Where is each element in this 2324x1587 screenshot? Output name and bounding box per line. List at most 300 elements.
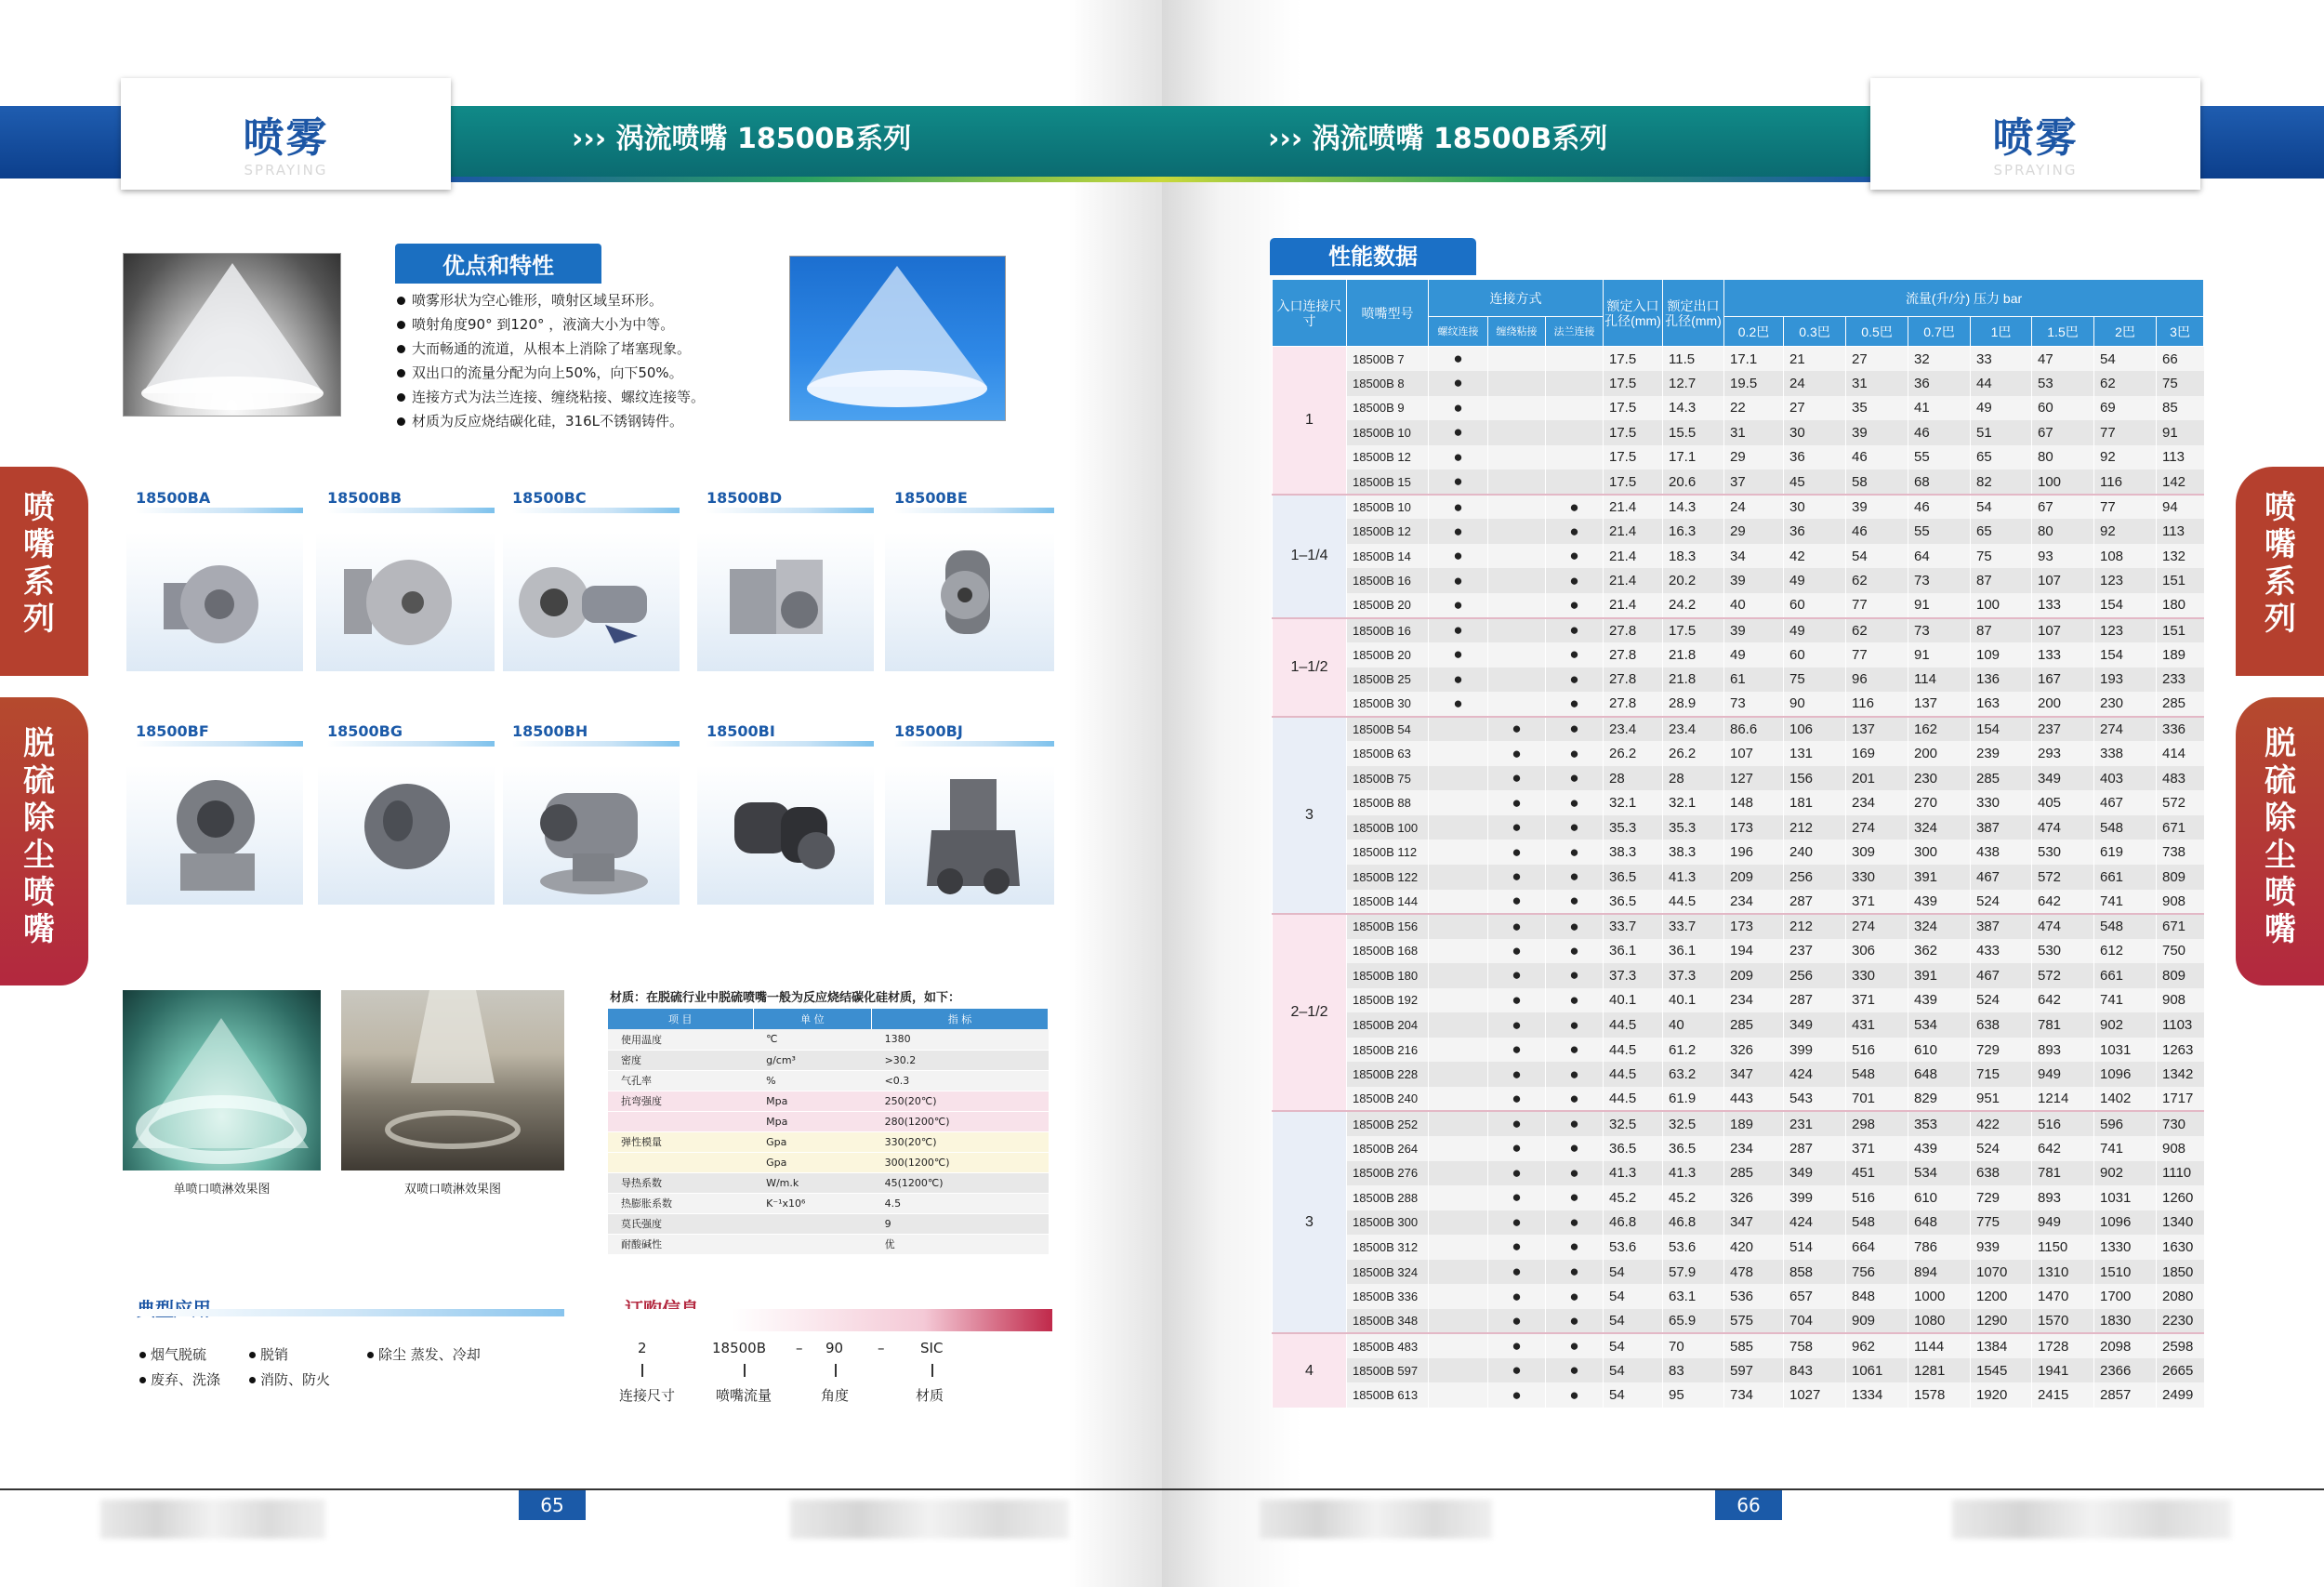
nozzle-icon	[318, 765, 495, 905]
flow-cell: 34	[1724, 544, 1784, 569]
col-flange: 法兰连接	[1546, 317, 1604, 347]
connection-dot-cell	[1429, 1111, 1488, 1136]
connection-dot-cell	[1429, 1382, 1488, 1408]
performance-row	[1273, 420, 2204, 445]
flow-cell: 116	[1846, 692, 1908, 717]
spray-effect-graphic	[123, 990, 321, 1170]
inlet-size-cell: 1	[1273, 347, 1347, 495]
flow-cell: 91	[1908, 642, 1971, 668]
flow-cell: 162	[1908, 717, 1971, 742]
flow-cell: 109	[1971, 642, 2032, 668]
side-tab-series[interactable]	[0, 467, 88, 676]
flow-cell: 94	[2157, 495, 2204, 520]
performance-row	[1273, 1284, 2204, 1309]
flow-cell: 58	[1846, 469, 1908, 495]
diameter-cell: 23.4	[1663, 717, 1724, 742]
connection-dot-cell	[1429, 914, 1488, 939]
flow-cell: 231	[1784, 1111, 1846, 1136]
col-pressure: 3巴	[2157, 317, 2204, 347]
diameter-cell: 21.4	[1604, 544, 1663, 569]
side-tab-desulfurization[interactable]	[2236, 697, 2324, 985]
flow-cell: 137	[1846, 717, 1908, 742]
flow-cell: 671	[2157, 914, 2204, 939]
flow-cell: 1310	[2032, 1260, 2094, 1285]
flow-cell: 1061	[1846, 1358, 1908, 1383]
logo-title: 喷雾	[243, 114, 329, 162]
diameter-cell: 32.5	[1604, 1111, 1663, 1136]
performance-row	[1273, 890, 2204, 915]
flow-cell: 21	[1784, 347, 1846, 372]
flow-cell: 39	[1724, 568, 1784, 593]
flow-cell: 132	[2157, 544, 2204, 569]
flow-cell: 49	[1971, 396, 2032, 421]
side-tab-desulfurization-label: 脱硫除尘喷嘴	[23, 725, 55, 948]
flow-cell: 46	[1846, 519, 1908, 544]
col-model: 喷嘴型号	[1347, 280, 1429, 347]
order-rule	[625, 1309, 1052, 1331]
application-item	[139, 1344, 206, 1364]
diameter-cell: 45.2	[1663, 1185, 1724, 1210]
connection-dot-cell: ●	[1488, 1358, 1546, 1383]
diameter-cell: 44.5	[1604, 1012, 1663, 1038]
flow-cell: 68	[1908, 469, 1971, 495]
flow-cell: 93	[2032, 544, 2094, 569]
performance-row	[1273, 445, 2204, 470]
diameter-cell: 27.8	[1604, 692, 1663, 717]
spray-photo-left	[123, 253, 341, 417]
flow-cell: 196	[1724, 840, 1784, 865]
connection-dot-cell: ●	[1488, 766, 1546, 791]
flow-cell: 893	[2032, 1185, 2094, 1210]
flow-cell: 612	[2094, 939, 2157, 964]
model-cell: 18500B 10	[1347, 420, 1429, 445]
flow-cell: 80	[2032, 445, 2094, 470]
flow-cell: 90	[1784, 692, 1846, 717]
spray-photo-right	[789, 256, 1006, 421]
performance-row	[1273, 1309, 2204, 1334]
connection-dot-cell	[1488, 396, 1546, 421]
flow-cell: 829	[1908, 1087, 1971, 1112]
model-cell: 18500B 9	[1347, 396, 1429, 421]
mat-cell: W/m.k	[753, 1172, 872, 1193]
flow-cell: 181	[1784, 790, 1846, 815]
flow-cell: 704	[1784, 1309, 1846, 1334]
logo-subtitle: SPRAYING	[244, 162, 328, 179]
product-card-bh[interactable]	[512, 722, 680, 905]
flow-cell: 661	[2094, 963, 2157, 988]
nozzle-icon	[126, 765, 303, 905]
flow-cell: 123	[2094, 618, 2157, 643]
flow-cell: 62	[2094, 371, 2157, 396]
diameter-cell: 28	[1604, 766, 1663, 791]
connection-dot-cell: ●	[1488, 963, 1546, 988]
flow-cell: 46	[1908, 420, 1971, 445]
connection-dot-cell: ●	[1429, 568, 1488, 593]
flow-cell: 49	[1784, 568, 1846, 593]
performance-row	[1273, 544, 2204, 569]
flow-cell: 201	[1846, 766, 1908, 791]
flow-cell: 2415	[2032, 1382, 2094, 1408]
page-number: 66	[1715, 1490, 1782, 1520]
flow-cell: 439	[1908, 988, 1971, 1013]
flow-cell: 534	[1908, 1161, 1971, 1186]
flow-cell: 55	[1908, 445, 1971, 470]
diameter-cell: 44.5	[1604, 1038, 1663, 1063]
flow-cell: 148	[1724, 790, 1784, 815]
model-cell: 18500B 10	[1347, 495, 1429, 520]
diameter-cell: 21.4	[1604, 568, 1663, 593]
model-cell: 18500B 20	[1347, 593, 1429, 618]
flow-cell: 585	[1724, 1333, 1784, 1358]
connection-dot-cell: ●	[1546, 963, 1604, 988]
flow-cell: 387	[1971, 914, 2032, 939]
flow-cell: 642	[2032, 988, 2094, 1013]
flow-cell: 939	[1971, 1235, 2032, 1260]
connection-dot-cell: ●	[1546, 865, 1604, 890]
connection-dot-cell	[1429, 1038, 1488, 1063]
performance-row	[1273, 988, 2204, 1013]
diameter-cell: 16.3	[1663, 519, 1724, 544]
flow-cell: 167	[2032, 668, 2094, 693]
flow-cell: 596	[2094, 1111, 2157, 1136]
connection-dot-cell: ●	[1546, 519, 1604, 544]
connection-dot-cell	[1488, 420, 1546, 445]
order-code: 2	[638, 1340, 647, 1356]
inlet-size-cell: 3	[1273, 717, 1347, 914]
diameter-cell: 27.8	[1604, 642, 1663, 668]
connection-dot-cell	[1429, 890, 1488, 915]
diameter-cell: 83	[1663, 1358, 1724, 1383]
flow-cell: 548	[1846, 1062, 1908, 1087]
model-cell: 18500B 12	[1347, 445, 1429, 470]
col-wrap: 缠绕粘接	[1488, 317, 1546, 347]
connection-dot-cell: ●	[1488, 865, 1546, 890]
flow-cell: 324	[1908, 815, 1971, 840]
connection-dot-cell: ●	[1488, 1210, 1546, 1236]
connection-dot-cell: ●	[1546, 717, 1604, 742]
product-card-bd[interactable]	[706, 489, 874, 671]
mat-cell: 抗弯强度	[608, 1091, 753, 1111]
flow-cell: 962	[1846, 1333, 1908, 1358]
flow-cell: 60	[1784, 593, 1846, 618]
performance-row	[1273, 1062, 2204, 1087]
flow-cell: 597	[1724, 1358, 1784, 1383]
connection-dot-cell: ●	[1429, 618, 1488, 643]
mat-cell: 耐酸碱性	[608, 1234, 753, 1254]
flow-cell: 2499	[2157, 1382, 2204, 1408]
flow-cell: 127	[1724, 766, 1784, 791]
mat-cell: K⁻¹x10⁶	[753, 1193, 872, 1213]
connection-dot-cell: ●	[1429, 593, 1488, 618]
flow-cell: 73	[1908, 618, 1971, 643]
model-cell: 18500B 336	[1347, 1284, 1429, 1309]
connection-dot-cell	[1429, 1309, 1488, 1334]
mat-cell: >30.2	[872, 1050, 1049, 1070]
connection-dot-cell: ●	[1488, 815, 1546, 840]
flow-cell: 49	[1724, 642, 1784, 668]
flow-cell: 894	[1908, 1260, 1971, 1285]
col-pressure: 0.7巴	[1908, 317, 1971, 347]
flow-cell: 64	[1908, 544, 1971, 569]
side-tab-series[interactable]	[2236, 467, 2324, 676]
connection-dot-cell	[1488, 371, 1546, 396]
connection-dot-cell	[1488, 519, 1546, 544]
diameter-cell: 17.5	[1604, 420, 1663, 445]
mat-cell: g/cm³	[753, 1050, 872, 1070]
nozzle-icon	[697, 765, 874, 905]
diameter-cell: 33.7	[1604, 914, 1663, 939]
mat-cell	[608, 1111, 753, 1131]
flow-cell: 47	[2032, 347, 2094, 372]
diameter-cell: 11.5	[1663, 347, 1724, 372]
product-card-be[interactable]	[894, 489, 1054, 671]
product-card-bf[interactable]	[136, 722, 303, 905]
flow-cell: 256	[1784, 865, 1846, 890]
connection-dot-cell: ●	[1546, 1382, 1604, 1408]
product-card-ba[interactable]	[136, 489, 303, 671]
application-text: 烟气脱硫	[151, 1346, 207, 1363]
connection-dot-cell: ●	[1429, 445, 1488, 470]
order-tick	[641, 1364, 643, 1377]
footer-blurred-text	[100, 1500, 325, 1539]
diameter-cell: 36.1	[1604, 939, 1663, 964]
model-cell: 18500B 8	[1347, 371, 1429, 396]
flow-cell: 1578	[1908, 1382, 1971, 1408]
diameter-cell: 12.7	[1663, 371, 1724, 396]
flow-cell: 330	[1846, 865, 1908, 890]
flow-cell: 36	[1784, 519, 1846, 544]
diameter-cell: 33.7	[1663, 914, 1724, 939]
flow-cell: 133	[2032, 593, 2094, 618]
performance-row	[1273, 469, 2204, 495]
flow-cell: 194	[1724, 939, 1784, 964]
diameter-cell: 44.5	[1604, 1087, 1663, 1112]
model-cell: 18500B 156	[1347, 914, 1429, 939]
performance-row	[1273, 840, 2204, 865]
connection-dot-cell: ●	[1546, 544, 1604, 569]
flow-cell: 399	[1784, 1038, 1846, 1063]
connection-dot-cell: ●	[1546, 840, 1604, 865]
connection-dot-cell	[1546, 445, 1604, 470]
flow-cell: 39	[1846, 495, 1908, 520]
flow-cell: 530	[2032, 939, 2094, 964]
model-cell: 18500B 16	[1347, 618, 1429, 643]
diameter-cell: 32.1	[1604, 790, 1663, 815]
diameter-cell: 54	[1604, 1358, 1663, 1383]
flow-cell: 1384	[1971, 1333, 2032, 1358]
material-table	[608, 1009, 1049, 1255]
model-cell: 18500B 144	[1347, 890, 1429, 915]
mat-cell: Mpa	[753, 1091, 872, 1111]
inlet-size-cell: 2–1/2	[1273, 914, 1347, 1111]
flow-cell: 300	[1908, 840, 1971, 865]
flow-cell: 738	[2157, 840, 2204, 865]
flow-cell: 234	[1724, 890, 1784, 915]
connection-dot-cell: ●	[1546, 1136, 1604, 1161]
header-title: ››› 涡流喷嘴 18500B系列	[1268, 123, 1608, 155]
flow-cell: 474	[2032, 914, 2094, 939]
side-tab-desulfurization[interactable]	[0, 697, 88, 985]
connection-dot-cell	[1429, 815, 1488, 840]
product-label: 18500BH	[512, 722, 680, 745]
flow-cell: 391	[1908, 865, 1971, 890]
flow-cell: 467	[1971, 963, 2032, 988]
connection-dot-cell: ●	[1546, 1012, 1604, 1038]
flow-cell: 107	[2032, 568, 2094, 593]
flow-cell: 92	[2094, 445, 2157, 470]
product-card-bc[interactable]	[512, 489, 680, 671]
flow-cell: 548	[2094, 815, 2157, 840]
spray-cone-graphic-blue	[790, 257, 1006, 421]
diameter-cell: 54	[1604, 1333, 1663, 1358]
nozzle-icon	[126, 532, 303, 671]
footer-blurred-text	[1952, 1500, 2231, 1539]
flow-cell: 657	[1784, 1284, 1846, 1309]
flow-cell: 96	[1846, 668, 1908, 693]
performance-row	[1273, 766, 2204, 791]
model-cell: 18500B 88	[1347, 790, 1429, 815]
performance-title: 性能数据	[1270, 238, 1476, 275]
flow-cell: 80	[2032, 519, 2094, 544]
diameter-cell: 36.5	[1663, 1136, 1724, 1161]
flow-cell: 114	[1908, 668, 1971, 693]
flow-cell: 22	[1724, 396, 1784, 421]
flow-cell: 240	[1784, 840, 1846, 865]
flow-cell: 75	[1784, 668, 1846, 693]
flow-cell: 619	[2094, 840, 2157, 865]
diameter-cell: 54	[1604, 1260, 1663, 1285]
connection-dot-cell	[1429, 939, 1488, 964]
col-pressure: 1.5巴	[2032, 317, 2094, 347]
flow-cell: 41	[1908, 396, 1971, 421]
flow-cell: 431	[1846, 1012, 1908, 1038]
connection-dot-cell: ●	[1488, 1309, 1546, 1334]
diameter-cell: 17.5	[1663, 618, 1724, 643]
flow-cell: 87	[1971, 618, 2032, 643]
application-text: 脱销	[260, 1346, 289, 1363]
flow-cell: 230	[1908, 766, 1971, 791]
flow-cell: 1031	[2094, 1038, 2157, 1063]
flow-cell: 661	[2094, 865, 2157, 890]
double-spray-caption: 双喷口喷淋效果图	[403, 1183, 501, 1197]
diameter-cell: 57.9	[1663, 1260, 1724, 1285]
connection-dot-cell: ●	[1546, 1235, 1604, 1260]
connection-dot-cell: ●	[1488, 1260, 1546, 1285]
flow-cell: 572	[2157, 790, 2204, 815]
application-text: 废弃、洗涤	[151, 1371, 221, 1388]
flow-cell: 287	[1784, 1136, 1846, 1161]
diameter-cell: 17.5	[1604, 445, 1663, 470]
flow-cell: 478	[1724, 1260, 1784, 1285]
flow-cell: 1334	[1846, 1382, 1908, 1408]
diameter-cell: 63.2	[1663, 1062, 1724, 1087]
flow-cell: 60	[1784, 642, 1846, 668]
diameter-cell: 37.3	[1663, 963, 1724, 988]
product-label: 18500BA	[136, 489, 303, 511]
connection-dot-cell: ●	[1429, 519, 1488, 544]
diameter-cell: 21.8	[1663, 642, 1724, 668]
product-card-bi[interactable]	[706, 722, 874, 905]
mat-header: 指 标	[872, 1009, 1049, 1029]
feature-item: 喷射角度90° 到120° ，液滴大小为中等。	[395, 312, 705, 337]
product-card-bg[interactable]	[327, 722, 495, 905]
mat-cell: 9	[872, 1213, 1049, 1234]
diameter-cell: 38.3	[1604, 840, 1663, 865]
model-cell: 18500B 597	[1347, 1358, 1429, 1383]
logo-box	[121, 78, 451, 190]
flow-cell: 1260	[2157, 1185, 2204, 1210]
flow-cell: 734	[1724, 1382, 1784, 1408]
flow-cell: 287	[1784, 988, 1846, 1013]
flow-cell: 39	[1724, 618, 1784, 643]
flow-cell: 73	[1724, 692, 1784, 717]
product-label: 18500BC	[512, 489, 680, 511]
model-cell: 18500B 12	[1347, 519, 1429, 544]
model-cell: 18500B 7	[1347, 347, 1429, 372]
flow-cell: 65	[1971, 519, 2032, 544]
flow-cell: 572	[2032, 963, 2094, 988]
nozzle-icon	[316, 532, 493, 671]
connection-dot-cell	[1546, 347, 1604, 372]
flow-cell: 212	[1784, 815, 1846, 840]
inlet-size-cell: 1–1/4	[1273, 495, 1347, 618]
mat-cell: 1380	[872, 1029, 1049, 1050]
diameter-cell: 63.1	[1663, 1284, 1724, 1309]
flow-cell: 371	[1846, 1136, 1908, 1161]
diameter-cell: 26.2	[1604, 741, 1663, 766]
flow-cell: 353	[1908, 1111, 1971, 1136]
flow-cell: 69	[2094, 396, 2157, 421]
diameter-cell: 38.3	[1663, 840, 1724, 865]
model-cell: 18500B 252	[1347, 1111, 1429, 1136]
side-tab-desulfurization-label: 脱硫除尘喷嘴	[2265, 725, 2296, 948]
flow-cell: 46	[1846, 445, 1908, 470]
flow-cell: 516	[1846, 1185, 1908, 1210]
diameter-cell: 15.5	[1663, 420, 1724, 445]
flow-cell: 403	[2094, 766, 2157, 791]
flow-cell: 1144	[1908, 1333, 1971, 1358]
flow-cell: 54	[2094, 347, 2157, 372]
product-card-bb[interactable]	[327, 489, 495, 671]
product-card-bj[interactable]	[894, 722, 1054, 905]
flow-cell: 87	[1971, 568, 2032, 593]
model-cell: 18500B 54	[1347, 717, 1429, 742]
diameter-cell: 35.3	[1663, 815, 1724, 840]
connection-dot-cell: ●	[1546, 1161, 1604, 1186]
flow-cell: 336	[2157, 717, 2204, 742]
performance-row	[1273, 717, 2204, 742]
flow-cell: 781	[2032, 1161, 2094, 1186]
model-cell: 18500B 312	[1347, 1235, 1429, 1260]
flow-cell: 1630	[2157, 1235, 2204, 1260]
connection-dot-cell: ●	[1488, 1038, 1546, 1063]
mat-cell: 莫氏强度	[608, 1213, 753, 1234]
flow-cell: 1700	[2094, 1284, 2157, 1309]
flow-cell: 1103	[2157, 1012, 2204, 1038]
diameter-cell: 61.9	[1663, 1087, 1724, 1112]
flow-cell: 237	[2032, 717, 2094, 742]
flow-cell: 809	[2157, 865, 2204, 890]
order-tick	[835, 1364, 837, 1377]
order-label: 连接尺寸	[619, 1387, 676, 1404]
flow-cell: 53	[2032, 371, 2094, 396]
flow-cell: 648	[1908, 1210, 1971, 1236]
flow-cell: 285	[1724, 1161, 1784, 1186]
flow-cell: 1263	[2157, 1038, 2204, 1063]
flow-cell: 908	[2157, 1136, 2204, 1161]
flow-cell: 1214	[2032, 1087, 2094, 1112]
nozzle-icon	[503, 532, 680, 671]
